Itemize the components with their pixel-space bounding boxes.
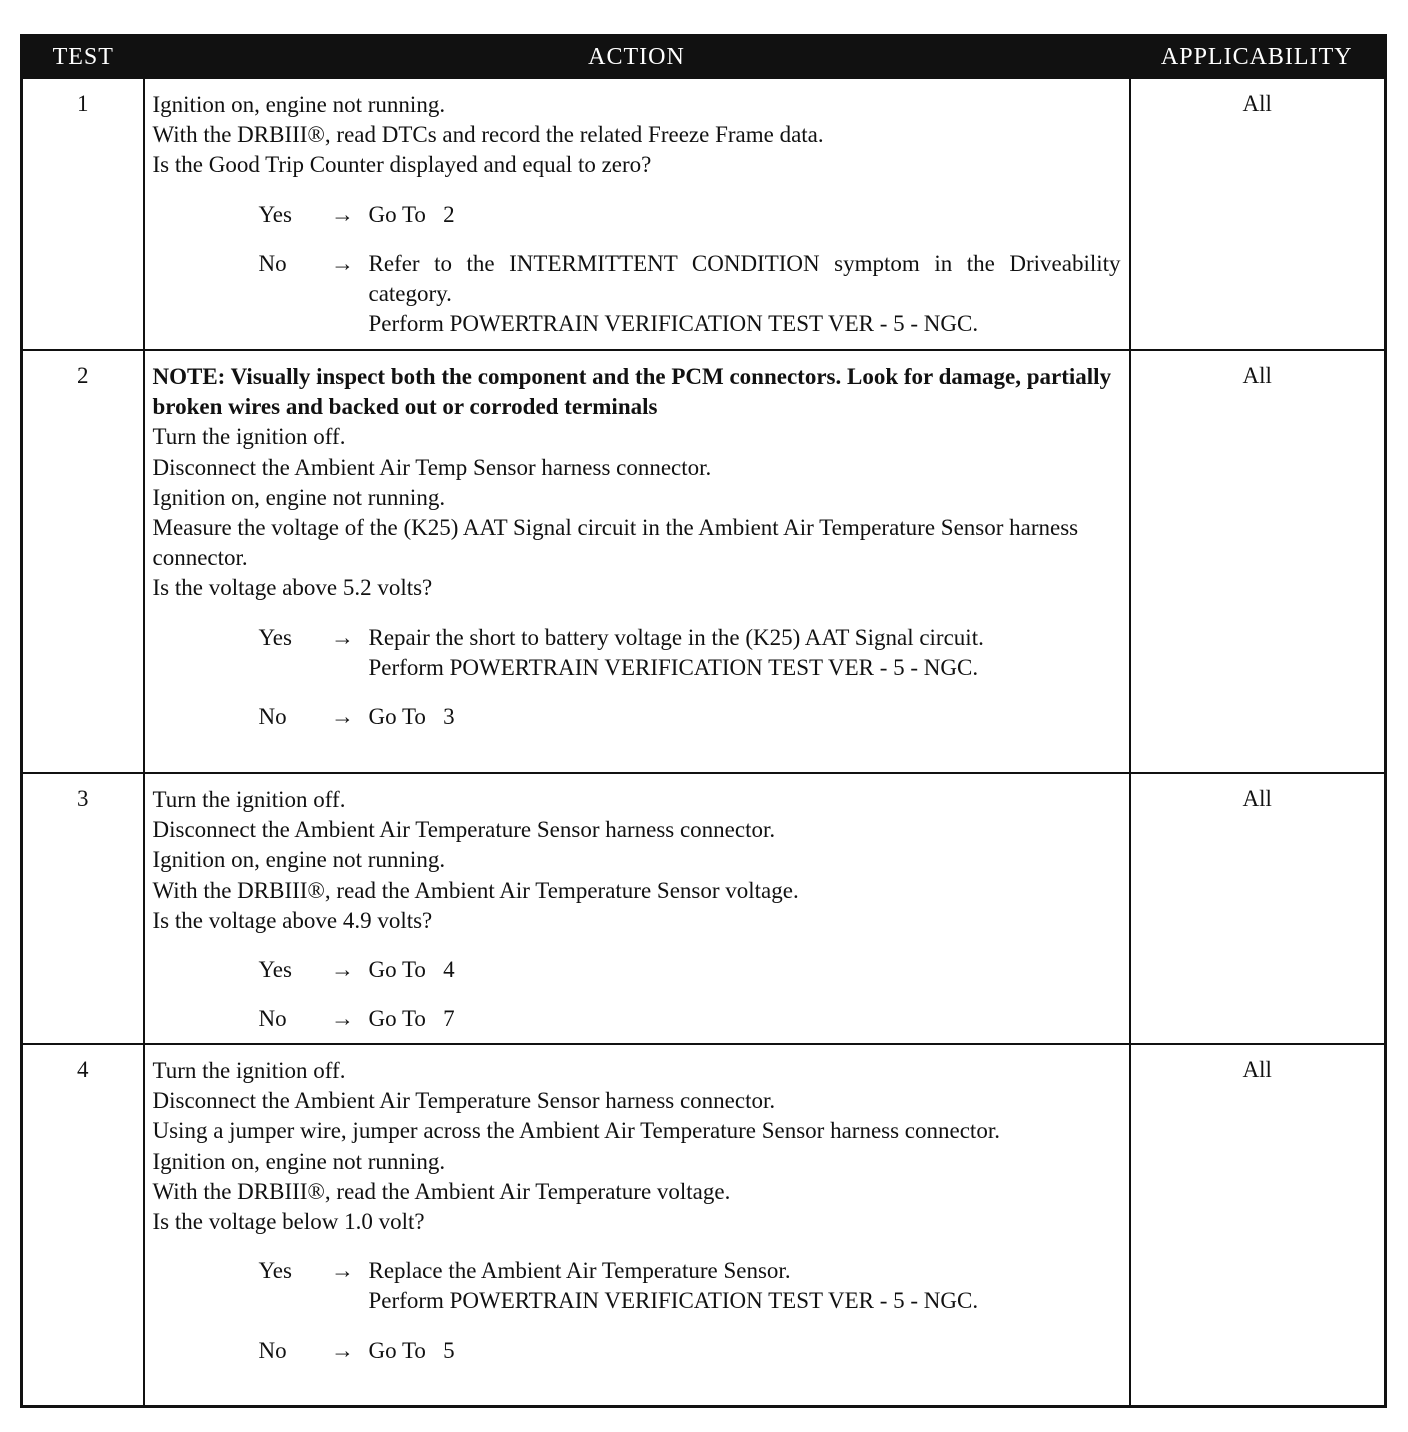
action-step: Is the voltage above 5.2 volts?: [152, 575, 433, 601]
yes-result: [369, 623, 1121, 683]
yes-answer: [259, 623, 1121, 683]
diagnostic-test-table: [20, 34, 1387, 1408]
no-label: No: [258, 704, 287, 730]
no-label: No: [258, 1337, 287, 1363]
arrow-icon: →: [331, 1258, 354, 1284]
note-text: NOTE: Visually inspect both the component and the PCM connectors. Look for damage, partially broken wires and backed out or corroded terminals: [152, 364, 1112, 420]
yes-result: Go To 2: [368, 201, 455, 227]
arrow-icon: →: [331, 704, 354, 730]
test-row: [22, 773, 1386, 1044]
yes-result-line: Perform POWERTRAIN VERIFICATION TEST VER - 5 - NGC.: [368, 1288, 979, 1314]
applicability-cell: All: [1130, 1044, 1386, 1406]
no-answer: [259, 1004, 1121, 1034]
no-answer: [259, 1336, 1121, 1366]
action-step: Disconnect the Ambient Air Temperature Sensor harness connector.: [152, 817, 776, 843]
action-step: Is the Good Trip Counter displayed and equal to zero?: [152, 152, 652, 178]
test-number: 2: [22, 350, 144, 773]
yes-answer: [259, 1256, 1121, 1316]
action-step: With the DRBIII®, read the Ambient Air Temperature Sensor voltage.: [152, 877, 799, 903]
no-result: [369, 249, 1121, 340]
arrow-icon: →: [331, 201, 354, 227]
action-step: Turn the ignition off.: [152, 787, 346, 812]
yes-result-line: Perform POWERTRAIN VERIFICATION TEST VER - 5 - NGC.: [368, 654, 979, 680]
no-result: Go To 5: [368, 1337, 455, 1363]
action-cell: [144, 350, 1130, 773]
yes-result-line: Replace the Ambient Air Temperature Sensor.: [368, 1258, 791, 1284]
action-step: With the DRBIII®, read the Ambient Air Temperature voltage.: [152, 1178, 731, 1204]
action-step: Ignition on, engine not running.: [152, 847, 446, 873]
header-action: ACTION: [144, 36, 1130, 79]
yes-answer: [259, 200, 1121, 230]
applicability-cell: All: [1130, 78, 1386, 350]
action-step: Is the voltage below 1.0 volt?: [152, 1209, 425, 1235]
applicability-cell: All: [1130, 773, 1386, 1044]
no-label: No: [258, 1006, 287, 1032]
action-step: With the DRBIII®, read DTCs and record the related Freeze Frame data.: [152, 122, 824, 148]
action-step: Turn the ignition off.: [152, 424, 346, 450]
action-step: Turn the ignition off.: [152, 1058, 346, 1083]
no-result: Go To 7: [368, 1006, 455, 1032]
action-cell: [144, 78, 1130, 350]
test-number: 4: [22, 1044, 144, 1406]
test-number: 1: [22, 78, 144, 350]
yes-label: Yes: [258, 624, 292, 650]
yes-result: [369, 1256, 1121, 1316]
yes-label: Yes: [258, 957, 292, 983]
action-step: Ignition on, engine not running.: [152, 484, 446, 510]
no-label: No: [258, 250, 287, 276]
no-answer: [259, 702, 1121, 732]
action-step: Ignition on, engine not running.: [152, 92, 446, 117]
no-result-line: Refer to the INTERMITTENT CONDITION symptom in the Driveability category.: [368, 250, 1121, 307]
arrow-icon: →: [331, 1337, 354, 1363]
no-answer: [259, 249, 1121, 340]
test-row: [22, 350, 1386, 773]
yes-result-line: Repair the short to battery voltage in the (K25) AAT Signal circuit.: [368, 624, 984, 650]
action-cell: [144, 773, 1130, 1044]
header-test: TEST: [22, 36, 144, 79]
yes-result: Go To 4: [368, 957, 455, 983]
header-row: [22, 36, 1386, 79]
applicability-cell: All: [1130, 350, 1386, 773]
no-result: Go To 3: [368, 704, 455, 730]
yes-answer: [259, 955, 1121, 985]
test-number: 3: [22, 773, 144, 1044]
header-applicability: APPLICABILITY: [1130, 36, 1386, 79]
action-step: Using a jumper wire, jumper across the Ambient Air Temperature Sensor harness connector.: [152, 1118, 1000, 1144]
action-step: Disconnect the Ambient Air Temperature Sensor harness connector.: [152, 1088, 776, 1114]
action-step: Is the voltage above 4.9 volts?: [152, 907, 433, 933]
arrow-icon: →: [331, 1006, 354, 1032]
action-step: Ignition on, engine not running.: [152, 1148, 446, 1174]
arrow-icon: →: [331, 624, 354, 650]
action-step: Disconnect the Ambient Air Temp Sensor harness connector.: [152, 454, 712, 480]
action-step: Measure the voltage of the (K25) AAT Signal circuit in the Ambient Air Temperature Sensor harness connector.: [152, 515, 1079, 571]
yes-label: Yes: [258, 201, 292, 227]
no-result-line: Perform POWERTRAIN VERIFICATION TEST VER - 5 - NGC.: [368, 311, 979, 337]
test-row: [22, 1044, 1386, 1406]
test-row: [22, 78, 1386, 350]
arrow-icon: →: [331, 957, 354, 983]
action-cell: [144, 1044, 1130, 1406]
yes-label: Yes: [258, 1258, 292, 1284]
arrow-icon: →: [331, 250, 354, 276]
